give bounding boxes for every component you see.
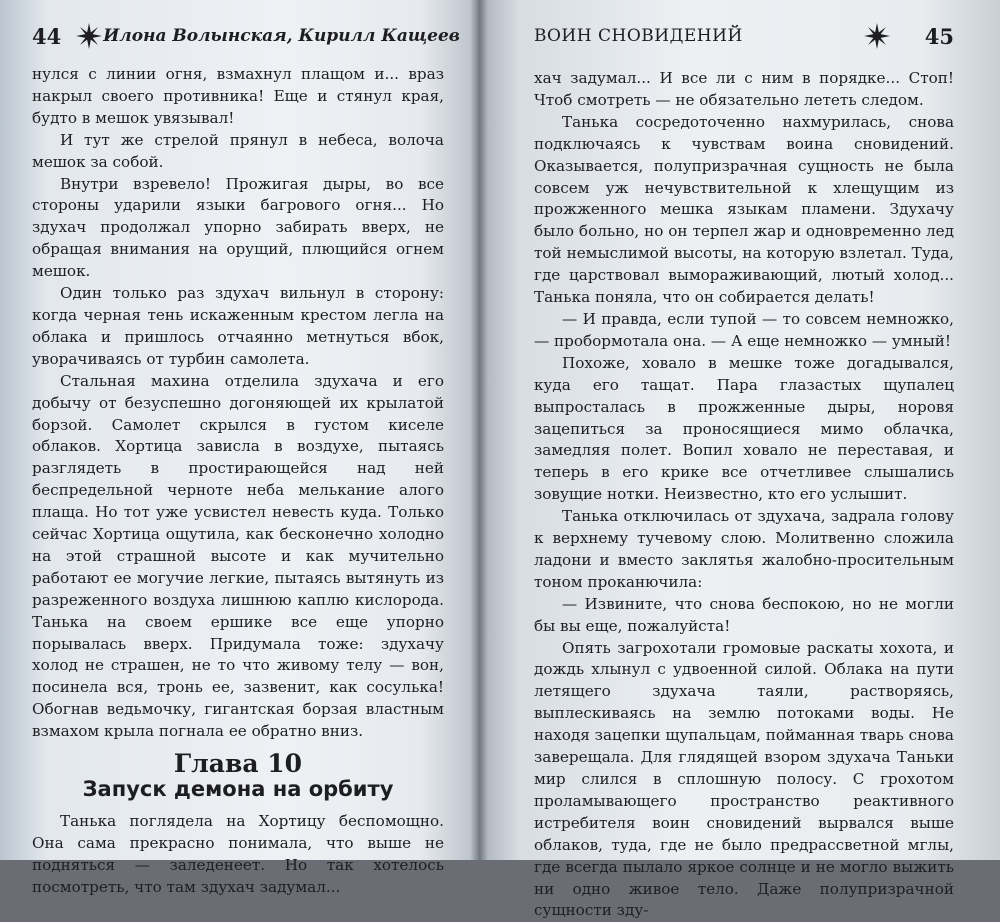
running-head-left: Илона Волынская, Кирилл Кащеев <box>103 26 460 46</box>
right-text-block <box>534 68 954 922</box>
paragraph: И тут же стрелой прянул в небеса, волоча мешок за собой. <box>32 130 444 171</box>
chapter-label: Глава 10 <box>173 749 303 779</box>
paragraph: Танька отключилась от здухача, задрала голову к верхнему тучевому слою. Молитвенно сложила ладони и вместо заклятья жалобно-просительным тоном проканючила: <box>534 507 954 591</box>
chapter-title: Запуск демона на орбиту <box>82 777 394 801</box>
left-text-block <box>32 64 444 899</box>
paragraph: нулся с линии огня, взмахнул плащом и... враз накрыл своего противника! Еще и стянул края, будто в мешок увязывал! <box>32 65 444 127</box>
right-header <box>534 22 954 50</box>
paragraph: Танька сосредоточенно нахмурилась, снова подключаясь к чувствам воина сновидений. Оказывается, полупризрачная сущность не была совсем уж нечувствительной к хлещущим из прожженного мешка языкам пламени. Здухачу было больно, но он терпел жар и одновременно лед той немыслимой высоты, на которую взлетал. Туда, где царствовал вымораживающий, лютый холод... Танька поняла, что он собирается делать! <box>534 112 954 307</box>
paragraph: Опять загрохотали громовые раскаты хохота, и дождь хлынул с удвоенной силой. Облака на пути летящего здухача таяли, растворяясь, выплескиваясь на землю потоками воды. Не находя зацепки щупальцам, пойманная тварь снова заверещала. Для глядящей взором здухача Таньки мир слился в сплошную полосу. С грохотом проламывающего пространство реактивного истребителя воин сновидений вырвался выше облаков, туда, где не было предрассветной мглы, где всегда пылало яркое солнце и не могло выжить ни одно живое тело. Даже полупризрачной сущности зду- <box>534 638 954 920</box>
paragraph: — И правда, если тупой — то совсем немножко, — пробормотала она. — А еще немножко — умный! <box>534 309 954 350</box>
left-page <box>0 0 478 896</box>
paragraph: хач задумал... И все ли с ним в порядке... Стоп! Чтоб смотреть — не обязательно лететь следом. <box>534 69 954 109</box>
sunburst-star-icon <box>863 22 891 50</box>
paragraph: Один только раз здухач вильнул в сторону: когда черная тень искаженным крестом легла на облака и пришлось отчаянно метнуться вбок, уворачиваясь от турбин самолета. <box>32 284 444 368</box>
paragraph: Танька поглядела на Хортицу беспомощно. Она сама прекрасно понимала, что выше не подняться — заледенеет. Но так хотелось посмотреть, что там здухач задумал... <box>32 811 444 896</box>
paragraph: Похоже, ховало в мешке тоже догадывался, куда его тащат. Пара глазастых щупалец выпросталась в прожженные дыры, норовя зацепиться за проносящиеся мимо облачка, замедляя полет. Вопил ховало не переставая, и теперь в его крике все отчетливее слышались зовущие нотки. Неизвестно, кто его услышит. <box>534 353 954 504</box>
paragraph: — Извините, что снова беспокою, но не могли бы вы еще, пожалуйста! <box>534 594 954 635</box>
page-number-left: 44 <box>32 23 62 49</box>
book-gutter <box>470 0 488 860</box>
running-head-right: ВОИН СНОВИДЕНИЙ <box>534 26 743 46</box>
left-header <box>32 22 460 50</box>
page-number-right: 45 <box>924 23 954 49</box>
sunburst-star-icon <box>75 22 103 50</box>
paragraph: Стальная махина отделила здухача и его добычу от безуспешно догоняющей их крылатой борзой. Самолет скрылся в густом киселе облаков. Хортица зависла в воздухе, пытаясь разглядеть в простирающейся над ней беспредельной черноте неба мелькание алого плаща. Но тот уже усвистел невесть куда. Только сейчас Хортица ощутила, как бесконечно холодно на этой страшной высоте и как мучительно работают ее могучие легкие, пытаясь вытянуть из разреженного воздуха лишнюю каплю кислорода. Танька на своем ершике все еще упорно порывалась вверх. Придумала тоже: здухачу холод не страшен, не то что живому телу — вон, посинела вся, тронь ее, зазвенит, как сосулька! Обогнав ведьмочку, гигантская борзая властным взмахом крыла погнала ее обратно вниз. <box>32 371 444 741</box>
right-page <box>478 0 1000 920</box>
paragraph: Внутри взревело! Прожигая дыры, во все стороны ударили языки багрового огня... Но здухач продолжал упорно забирать вверх, не обращая внимания на орущий, плющийся огнем мешок. <box>32 174 444 281</box>
